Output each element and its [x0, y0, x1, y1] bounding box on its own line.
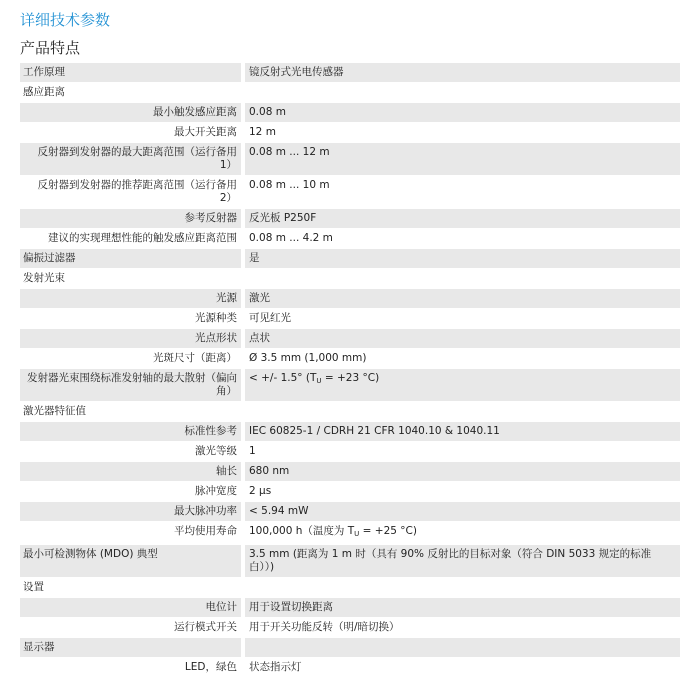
- spec-label: 发射器光束围绕标准发射轴的最大散射（偏向角）: [20, 369, 245, 401]
- spec-label: 设置: [20, 578, 245, 597]
- spec-label: 感应距离: [20, 83, 245, 102]
- spec-value: 2 μs: [245, 482, 680, 501]
- spec-label: 最大开关距离: [20, 123, 245, 142]
- spec-row: [20, 229, 680, 249]
- spec-label: 显示器: [20, 638, 245, 657]
- spec-row: [20, 522, 680, 545]
- spec-label: 光点形状: [20, 329, 245, 348]
- spec-row: [20, 618, 680, 638]
- spec-label: 参考反射器: [20, 209, 245, 228]
- spec-label: 最大脉冲功率: [20, 502, 245, 521]
- spec-value-subscript: U: [316, 377, 322, 385]
- spec-value: IEC 60825-1 / CDRH 21 CFR 1040.10 & 1040.11: [245, 422, 680, 441]
- spec-row: [20, 103, 680, 123]
- spec-row: [20, 422, 680, 442]
- spec-row: [20, 369, 680, 402]
- spec-value: 可见红光: [245, 309, 680, 328]
- spec-value: 0.08 m: [245, 103, 680, 122]
- spec-label: 运行模式开关: [20, 618, 245, 637]
- spec-row: [20, 658, 680, 678]
- spec-row: [20, 349, 680, 369]
- spec-value: 点状: [245, 329, 680, 348]
- spec-value: 镜反射式光电传感器: [245, 63, 680, 82]
- spec-value: 1: [245, 442, 680, 461]
- spec-row: [20, 598, 680, 618]
- spec-value: [245, 522, 680, 544]
- spec-table: [20, 63, 680, 678]
- spec-row: [20, 176, 680, 209]
- spec-value: [245, 269, 680, 288]
- section-subtitle: 产品特点: [20, 39, 81, 57]
- spec-row: [20, 638, 680, 658]
- spec-label: 最小可检测物体 (MDO) 典型: [20, 545, 245, 577]
- spec-label: 光源: [20, 289, 245, 308]
- spec-label: 激光器特征值: [20, 402, 245, 421]
- spec-row: [20, 249, 680, 269]
- spec-row: [20, 502, 680, 522]
- spec-label: 光斑尺寸（距离）: [20, 349, 245, 368]
- spec-value: < 5.94 mW: [245, 502, 680, 521]
- spec-value: 激光: [245, 289, 680, 308]
- spec-value-tail: = +23 °C): [321, 372, 380, 384]
- spec-label: LED，绿色: [20, 658, 245, 677]
- spec-value: 0.08 m ... 10 m: [245, 176, 680, 208]
- spec-value-tail: = +25 °C): [359, 525, 417, 537]
- spec-row: [20, 545, 680, 578]
- spec-value: [245, 638, 680, 657]
- spec-label: 电位计: [20, 598, 245, 617]
- spec-value-subscript: U: [354, 530, 360, 538]
- spec-value: 12 m: [245, 123, 680, 142]
- spec-row: [20, 289, 680, 309]
- spec-value-text: 100,000 h（温度为 T: [249, 525, 355, 537]
- spec-value: [245, 83, 680, 102]
- spec-value: 0.08 m ... 12 m: [245, 143, 680, 175]
- spec-label: 反射器到发射器的推荐距离范围（运行备用 2）: [20, 176, 245, 208]
- spec-label: 最小触发感应距离: [20, 103, 245, 122]
- spec-label: 工作原理: [20, 63, 245, 82]
- spec-row: [20, 578, 680, 598]
- spec-row: [20, 83, 680, 103]
- spec-value: 3.5 mm (距离为 1 m 时（具有 90% 反射比的目标对象（符合 DIN 5033 规定的标准白））): [245, 545, 680, 577]
- spec-label: 轴长: [20, 462, 245, 481]
- spec-value: [245, 578, 680, 597]
- spec-value-text: < +/- 1.5° (T: [249, 372, 317, 384]
- spec-label: 平均使用寿命: [20, 522, 245, 544]
- spec-row: [20, 123, 680, 143]
- spec-label: 反射器到发射器的最大距离范围（运行备用 1）: [20, 143, 245, 175]
- spec-value: 0.08 m ... 4.2 m: [245, 229, 680, 248]
- spec-value: 反光板 P250F: [245, 209, 680, 228]
- spec-label: 发射光束: [20, 269, 245, 288]
- spec-row: [20, 329, 680, 349]
- spec-row: [20, 442, 680, 462]
- spec-label: 标准性参考: [20, 422, 245, 441]
- spec-row: [20, 143, 680, 176]
- spec-value: [245, 402, 680, 421]
- spec-label: 光源种类: [20, 309, 245, 328]
- spec-row: [20, 482, 680, 502]
- spec-row: [20, 462, 680, 482]
- spec-value: 用于开关功能反转（明/暗切换）: [245, 618, 680, 637]
- spec-row: [20, 63, 680, 83]
- spec-value: [245, 369, 680, 401]
- spec-value: 680 nm: [245, 462, 680, 481]
- spec-row: [20, 269, 680, 289]
- spec-value: 状态指示灯: [245, 658, 680, 677]
- spec-label: 激光等级: [20, 442, 245, 461]
- spec-value: Ø 3.5 mm (1,000 mm): [245, 349, 680, 368]
- spec-label: 建议的实现理想性能的触发感应距离范围: [20, 229, 245, 248]
- spec-value: 是: [245, 249, 680, 268]
- spec-row: [20, 209, 680, 229]
- spec-row: [20, 309, 680, 329]
- spec-value: 用于设置切换距离: [245, 598, 680, 617]
- spec-row: [20, 402, 680, 422]
- spec-label: 偏振过滤器: [20, 249, 245, 268]
- spec-label: 脉冲宽度: [20, 482, 245, 501]
- section-title: 详细技术参数: [20, 11, 111, 29]
